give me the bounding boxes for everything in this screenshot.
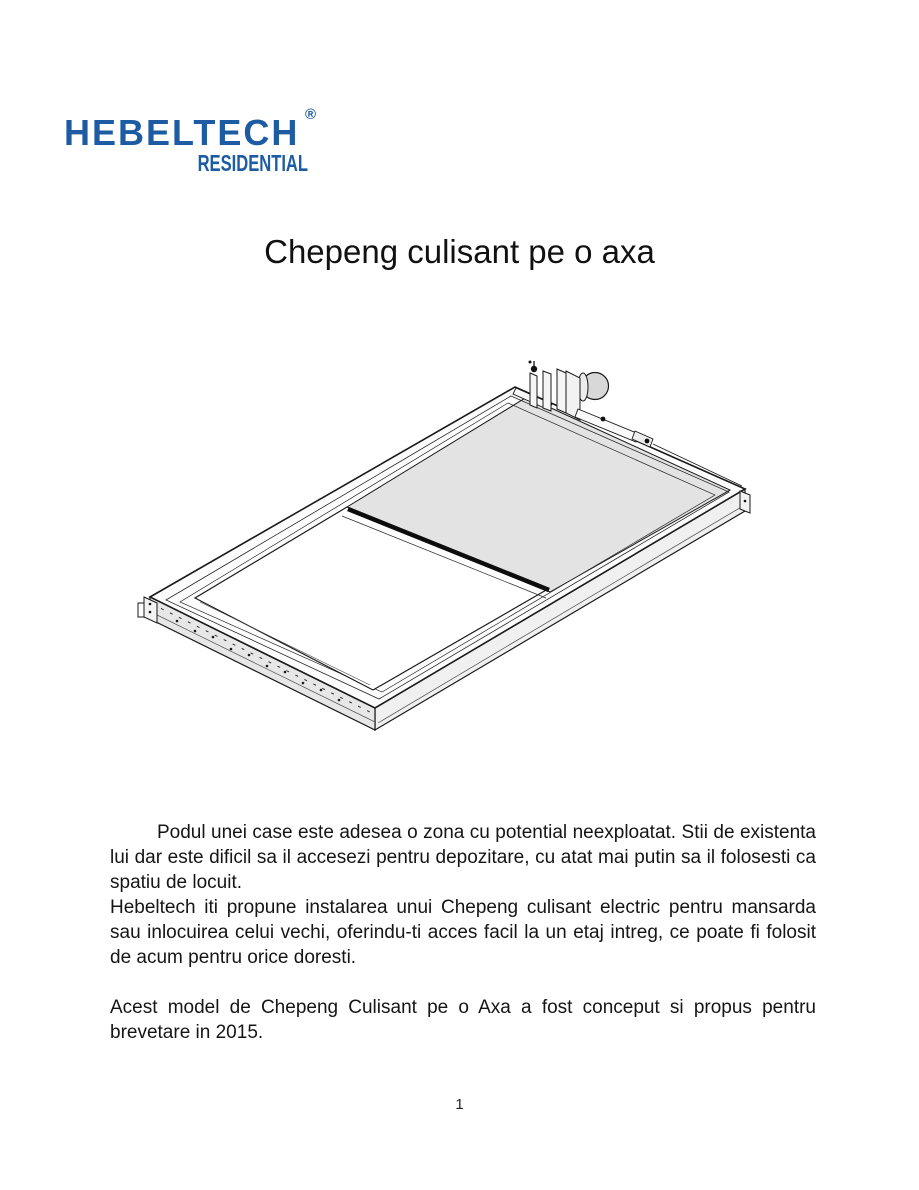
- body-paragraph-1: Podul unei case este adesea o zona cu potential neexploatat. Stii de existenta lui dar este dificil sa il accesezi pentru depozitare, cu atat mai putin sa il folosesti ca spatiu de locuit.: [110, 822, 816, 893]
- body-text-block: [110, 820, 816, 1045]
- logo-subbrand-text: RESIDENTIAL: [197, 150, 308, 176]
- motor-icon: [578, 373, 609, 402]
- body-paragraph-2: Hebeltech iti propune instalarea unui Chepeng culisant electric pentru mansarda sau inlocuirea celui vechi, oferindu-ti acces facil la un etaj intreg, ce poate fi folosit de acum pentru orice doresti.: [110, 897, 816, 968]
- registered-trademark-icon: ®: [304, 106, 316, 123]
- page-number: 1: [455, 1096, 464, 1113]
- body-paragraph-3: Acest model de Chepeng Culisant pe o Axa a fost conceput si propus pentru brevetare in 2015.: [110, 997, 816, 1043]
- logo-brand-text: HEBELTECH: [64, 112, 300, 153]
- page-title: Chepeng culisant pe o axa: [264, 233, 655, 270]
